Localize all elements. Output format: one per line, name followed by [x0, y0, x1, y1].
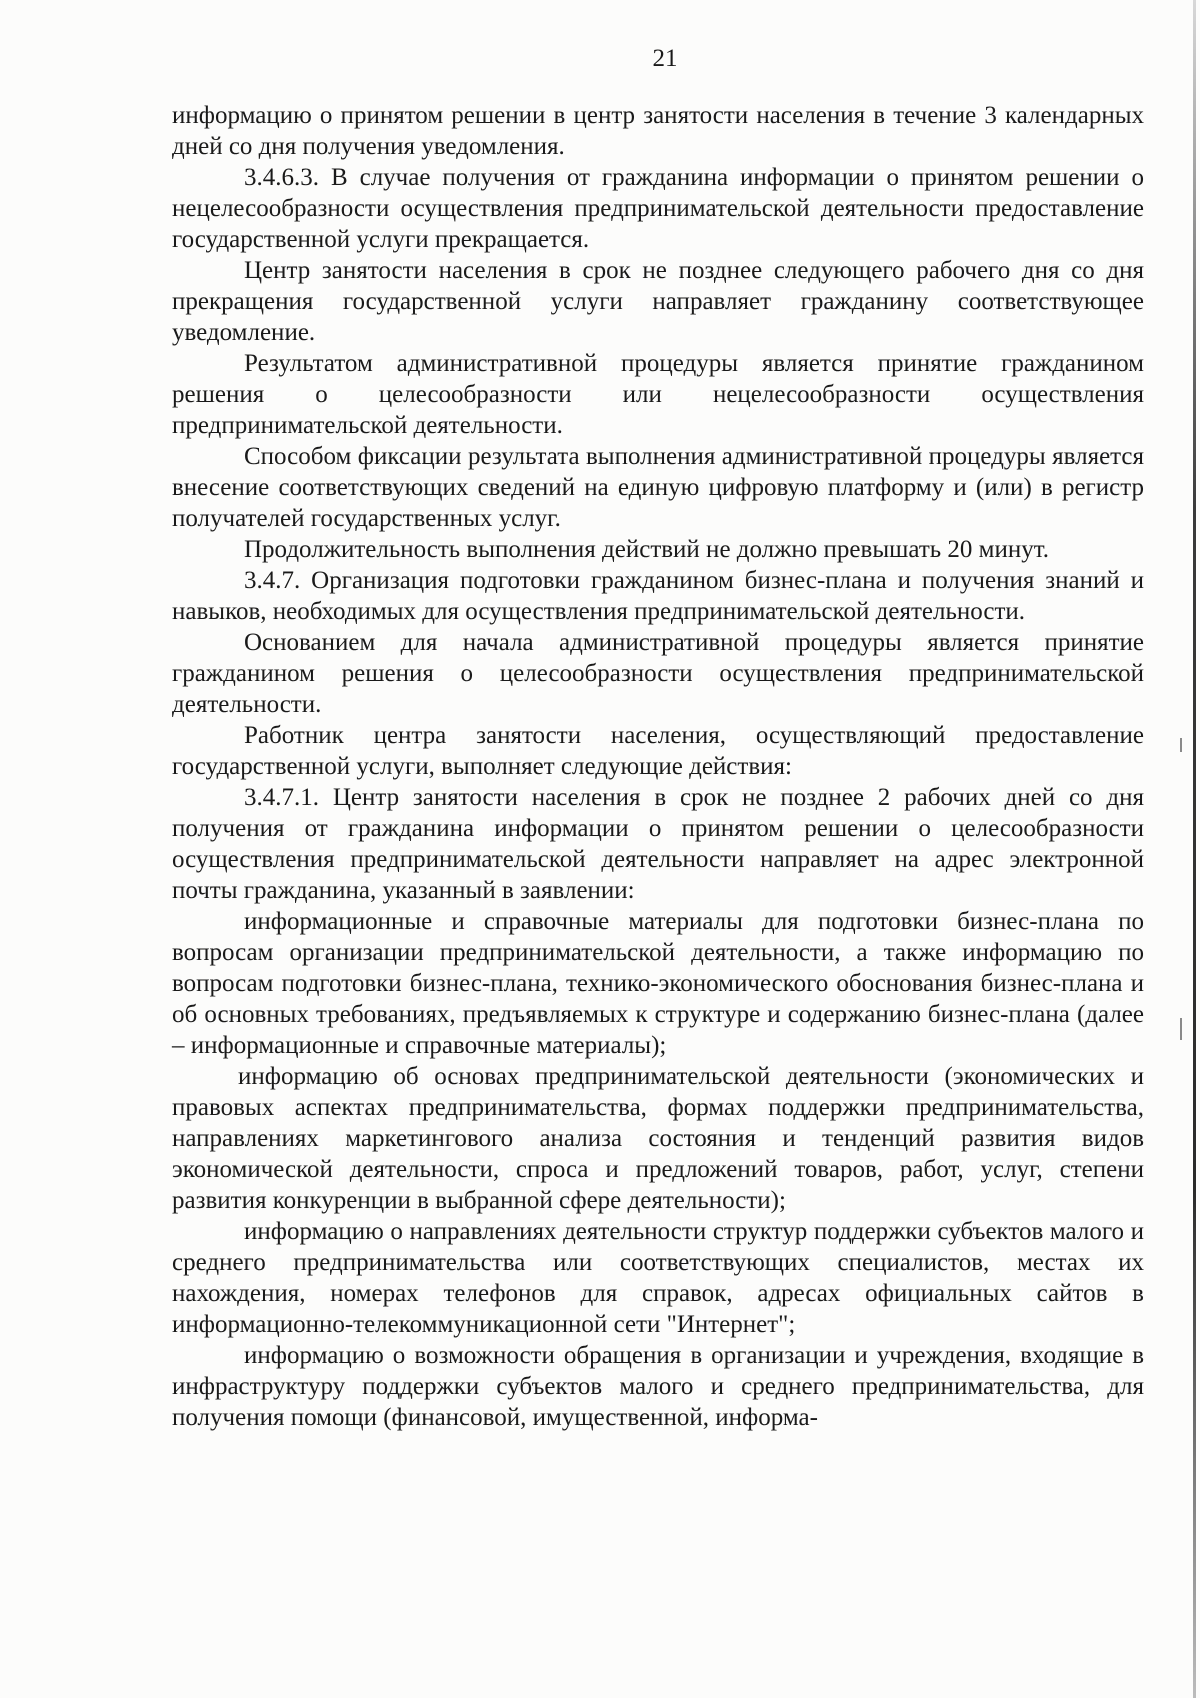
paragraph-continuation: информацию о принятом решении в центр занятости населения в течение 3 календарных дней со дня получения уведомления.: [172, 102, 1144, 160]
scan-artifact-mark: [1180, 738, 1182, 752]
paragraph-basis: Основанием для начала административной процедуры является принятие гражданином решения о целесообразности осуществления предпринимательской деятельности.: [172, 629, 1144, 718]
paragraph-fixation-method: Способом фиксации результата выполнения административной процедуры является внесение соответствующих сведений на единую цифровую платформу и (или) в регистр получателей государственных услуг.: [172, 443, 1144, 532]
list-item-support-structures: информацию о направлениях деятельности структур поддержки субъектов малого и среднего предпринимательства или соответствующих специалистов, местах их нахождения, номерах телефонов для справок, адресах официальных сайтов в информационно-телекоммуникационной сети "Интернет";: [172, 1218, 1144, 1338]
page-number: 21: [652, 45, 678, 72]
scan-border-line: [1193, 0, 1196, 1698]
paragraph-3-4-7: 3.4.7. Организация подготовки гражданином бизнес-плана и получения знаний и навыков, необходимых для осуществления предпринимательской деятельности.: [172, 567, 1144, 625]
paragraph-notification: Центр занятости населения в срок не позднее следующего рабочего дня со дня прекращения государственной услуги направляет гражданину соответствующее уведомление.: [172, 257, 1144, 346]
paragraph-duration: Продолжительность выполнения действий не должно превышать 20 минут.: [244, 536, 1050, 563]
paragraph-3-4-7-1: 3.4.7.1. Центр занятости населения в срок не позднее 2 рабочих дней со дня получения от гражданина информации о принятом решении о целесообразности осуществления предпринимательской деятельности направляет на адрес электронной почты гражданина, указанный в заявлении:: [172, 784, 1144, 904]
paragraph-result: Результатом административной процедуры является принятие гражданином решения о целесообразности или нецелесообразности осуществления предпринимательской деятельности.: [172, 350, 1144, 439]
list-item-reference-materials: информационные и справочные материалы для подготовки бизнес-плана по вопросам организации предпринимательской деятельности, а также информацию по вопросам подготовки бизнес-плана, технико-экономического обоснования бизнес-плана и об основных требованиях, предъявляемых к структуре и содержанию бизнес-плана (далее – информационные и справочные материалы);: [172, 908, 1144, 1059]
scan-artifact-mark: [1180, 1018, 1182, 1040]
paragraph-worker-actions: Работник центра занятости населения, осуществляющий предоставление государственной услуги, выполняет следующие действия:: [172, 722, 1144, 780]
paragraph-3-4-6-3: 3.4.6.3. В случае получения от гражданина информации о принятом решении о нецелесообразности осуществления предпринимательской деятельности предоставление государственной услуги прекращается.: [172, 164, 1144, 253]
list-item-business-basics: информацию об основах предпринимательской деятельности (экономических и правовых аспектах предпринимательства, формах поддержки предпринимательства, направлениях маркетингового анализа состояния и тенденций развития видов экономической деятельности, спроса и предложений товаров, работ, услуг, степени развития конкуренции в выбранной сфере деятельности);: [172, 1063, 1144, 1214]
document-body: [172, 100, 1144, 1433]
list-item-support-infrastructure: информацию о возможности обращения в организации и учреждения, входящие в инфраструктуру поддержки субъектов малого и среднего предпринимательства, для получения помощи (финансовой, имущественной, информа-: [172, 1342, 1144, 1431]
